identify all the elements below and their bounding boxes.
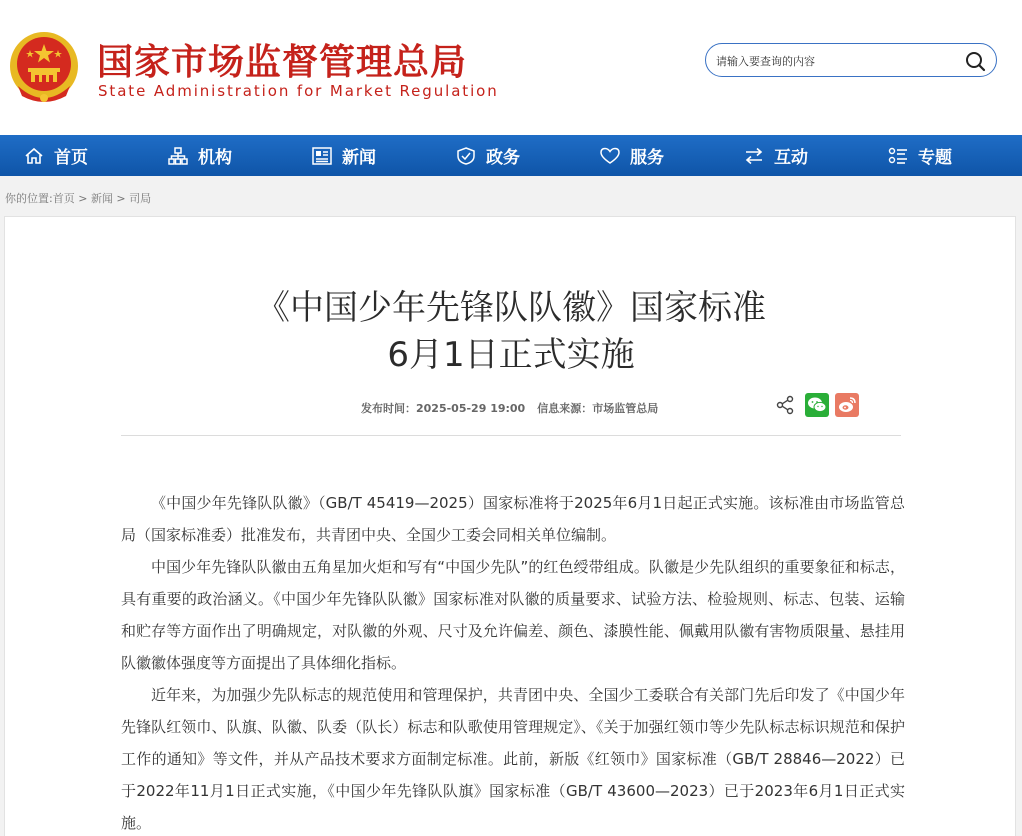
nav-label: 首页 [54, 148, 88, 168]
article-paragraph: 《中国少年先锋队队徽》（GB/T 45419—2025）国家标准将于2025年6月1日起正式实施。该标准由市场监管总局（国家标准委）批准发布，共青团中央、全国少工委会同相关单位编制。 [121, 494, 905, 544]
nav-item-news[interactable] [312, 135, 376, 176]
nav-item-affairs[interactable] [456, 135, 520, 176]
share-icon[interactable] [775, 395, 795, 415]
national-emblem-icon[interactable] [8, 30, 80, 106]
home-icon [24, 147, 44, 165]
wechat-icon[interactable] [805, 393, 829, 417]
site-subtitle: State Administration for Market Regulation [98, 82, 499, 100]
search-input[interactable] [716, 51, 956, 71]
article-title [5, 285, 1017, 379]
article-paragraph: 近年来，为加强少先队标志的规范使用和管理保护，共青团中央、全国少工委联合有关部门先后印发了《中国少年先锋队红领巾、队旗、队徽、队委（队长）标志和队歌使用管理规定》、《关于加强红领巾等少先队标志标识规范和保护工作的通知》等文件，并从产品技术要求方面制定标准。此前，新版《红领巾》国家标准（GB/T 28846—2022）已于2022年11月1日正式实施，《中国少年先锋队队旗》国家标准（GB/T 43600—2023）已于2023年6月1日正式实施。 [121, 686, 905, 832]
publish-label: 发布时间： [361, 402, 416, 415]
weibo-icon[interactable] [835, 393, 859, 417]
org-chart-icon [168, 147, 188, 165]
article-paragraph: 中国少年先锋队队徽由五角星加火炬和写有“中国少先队”的红色绶带组成。队徽是少先队组织的重要象征和标志，具有重要的政治涵义。《中国少年先锋队队徽》国家标准对队徽的质量要求、试验方法、检验规则、标志、包装、运输和贮存等方面作出了明确规定，对队徽的外观、尺寸及允许偏差、颜色、漆膜性能、佩戴用队徽有害物质限量、悬挂用队徽徽体强度等方面提出了具体细化指标。 [121, 558, 905, 672]
nav-label: 服务 [630, 148, 664, 168]
breadcrumb [5, 190, 151, 206]
heart-icon [600, 147, 620, 165]
nav-label: 专题 [918, 148, 952, 168]
search-icon[interactable] [964, 50, 986, 72]
nav-item-service[interactable] [600, 135, 664, 176]
breadcrumb-item-home[interactable]: 首页 [52, 192, 75, 205]
site-header [0, 0, 1022, 135]
nav-label: 政务 [486, 148, 520, 168]
exchange-icon [744, 147, 764, 165]
share-bar [775, 393, 859, 417]
nav-item-org[interactable] [168, 135, 232, 176]
breadcrumb-item-news[interactable]: 新闻 [90, 192, 113, 205]
nav-item-interact[interactable] [744, 135, 808, 176]
site-title[interactable]: 国家市场监督管理总局 [97, 42, 468, 83]
newspaper-icon [312, 147, 332, 165]
article-panel [4, 216, 1016, 836]
list-icon [888, 147, 908, 165]
shield-icon [456, 147, 476, 165]
breadcrumb-prefix: 你的位置: [5, 192, 53, 205]
nav-label: 互动 [774, 148, 808, 168]
source-label: 信息来源： [537, 402, 593, 415]
article-meta [361, 400, 658, 416]
meta-divider [121, 435, 901, 436]
nav-item-home[interactable] [24, 135, 88, 176]
breadcrumb-separator: > [74, 192, 91, 205]
breadcrumb-item-dept[interactable]: 司局 [129, 192, 152, 205]
nav-label: 新闻 [342, 148, 376, 168]
publish-time: 2025-05-29 19:00 [416, 402, 526, 415]
main-nav [0, 135, 1022, 176]
article-body [121, 487, 905, 836]
breadcrumb-separator: > [112, 192, 130, 205]
source-value: 市场监管总局 [592, 402, 659, 415]
nav-item-topics[interactable] [888, 135, 952, 176]
article-title-line1: 《中国少年先锋队队徽》国家标准 [256, 288, 766, 328]
search-box [705, 43, 997, 77]
nav-label: 机构 [198, 148, 232, 168]
article-title-line2: 6月1日正式实施 [387, 335, 635, 375]
